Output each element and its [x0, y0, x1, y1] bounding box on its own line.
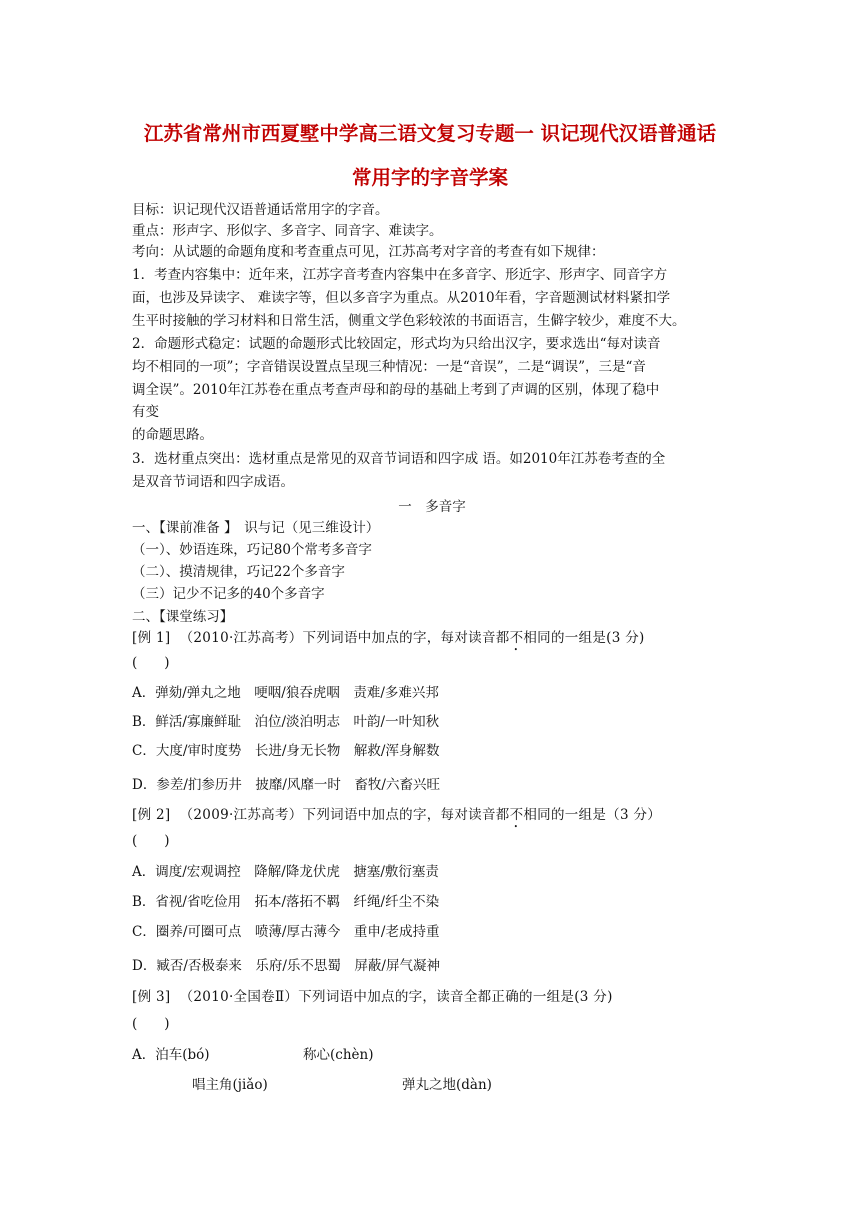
para3-line: 是双音节词语和四字成语。 — [132, 474, 294, 490]
question-text: （2010·全国卷Ⅱ）下列词语中加点的字，读音全都正确的一组是(3 分) — [179, 989, 613, 1005]
option-a-term4: 弹丸之地(dàn) — [402, 1077, 492, 1093]
para2-line: 的命题思路。 — [132, 427, 213, 443]
question-text-end: 相同的一组是（3 分） — [523, 807, 662, 823]
prep-item: （一）、妙语连珠，巧记80个常考多音字 — [132, 542, 372, 558]
answer-paren: ( ) — [132, 1016, 170, 1032]
option-a-term3: 唱主角(jiǎo) — [192, 1077, 268, 1093]
section-heading: 一 多音字 — [398, 499, 466, 515]
example1-question — [132, 628, 732, 654]
para2-line: 有变 — [132, 404, 159, 420]
para1-line: 面，也涉及异读字、 难读字等，但以多音字为重点。从2010年看，字音题测试材料紧扣学 — [132, 290, 671, 306]
example2-question — [132, 805, 732, 831]
trend-line: 考向：从试题的命题角度和考查重点可见，江苏高考对字音的考查有如下规律： — [132, 244, 605, 260]
para2-line: 2．命题形式稳定：试题的命题形式比较固定，形式均为只给出汉字，要求选出“每对读音 — [132, 336, 661, 352]
option-a: A．调度/宏观调控 降解/降龙伏虎 搪塞/敷衍塞责 — [132, 864, 439, 880]
emphasis-char: 不 — [509, 630, 524, 646]
example3-question — [132, 987, 732, 1007]
prep-item: （二）、摸清规律，巧记22个多音字 — [132, 564, 345, 580]
para3-line: 3．选材重点突出：选材重点是常见的双音节词语和四字成 语。如2010年江苏卷考查的全 — [132, 451, 666, 467]
option-b: B．省视/省吃俭用 拓本/落拓不羁 纤绳/纤尘不染 — [132, 894, 440, 910]
document-title-line1: 江苏省常州市西夏墅中学高三语文复习专题一 识记现代汉语普通话 — [143, 122, 717, 145]
para2-line: 均不相同的一项”；字音错误设置点呈现三种情况：一是“音误”，二是“调误”，三是“音 — [132, 359, 646, 375]
prep-item: （三）记少不记多的40个多音字 — [132, 586, 325, 602]
para1-line: 生平时接触的学习材料和日常生活，侧重文学色彩较浓的书面语言，生僻字较少，难度不大。 — [132, 313, 686, 329]
option-c: C．圈养/可圈可点 喷薄/厚古薄今 重申/老成持重 — [132, 924, 440, 940]
option-a-term2: 称心(chèn) — [303, 1047, 374, 1063]
option-b: B．鲜活/寡廉鲜耻 泊位/淡泊明志 叶韵/一叶知秋 — [132, 714, 440, 730]
para2-line: 调全误”。2010年江苏卷在重点考查声母和韵母的基础上考到了声调的区别，体现了稳中 — [132, 382, 660, 398]
option-c: C．大度/审时度势 长进/身无长物 解救/浑身解数 — [132, 743, 440, 759]
option-d: D．臧否/否极泰来 乐府/乐不思蜀 屏蔽/屏气凝神 — [132, 958, 440, 974]
example-label: [例 2] — [132, 807, 171, 823]
question-text: （2010·江苏高考）下列词语中加点的字，每对读音都 — [179, 630, 510, 646]
example-label: [例 1] — [132, 630, 171, 646]
question-text-end: 相同的一组是(3 分) — [523, 630, 645, 646]
focus-line: 重点：形声字、形似字、多音字、同音字、难读字。 — [132, 223, 443, 239]
option-a-term1: A．泊车(bó) — [132, 1047, 210, 1063]
example-label: [例 3] — [132, 989, 171, 1005]
question-text: （2009·江苏高考）下列词语中加点的字，每对读音都 — [179, 807, 510, 823]
option-a: A．弹劾/弹丸之地 哽咽/狼吞虎咽 责难/多难兴邦 — [132, 685, 439, 701]
emphasis-char: 不 — [509, 807, 524, 823]
para1-line: 1．考查内容集中：近年来，江苏字音考查内容集中在多音字、形近字、形声字、同音字方 — [132, 267, 668, 283]
document-title-line2: 常用字的字音学案 — [351, 166, 508, 189]
answer-paren: ( ) — [132, 655, 170, 671]
answer-paren: ( ) — [132, 833, 170, 849]
goal-line: 目标：识记现代汉语普通话常用字的字音。 — [132, 202, 389, 218]
option-d: D．参差/扪参历井 披靡/风靡一时 畜牧/六畜兴旺 — [132, 777, 440, 793]
prep-heading: 一、【课前准备 】 识与记（见三维设计） — [132, 520, 380, 536]
practice-heading: 二、【课堂练习】 — [132, 609, 234, 625]
